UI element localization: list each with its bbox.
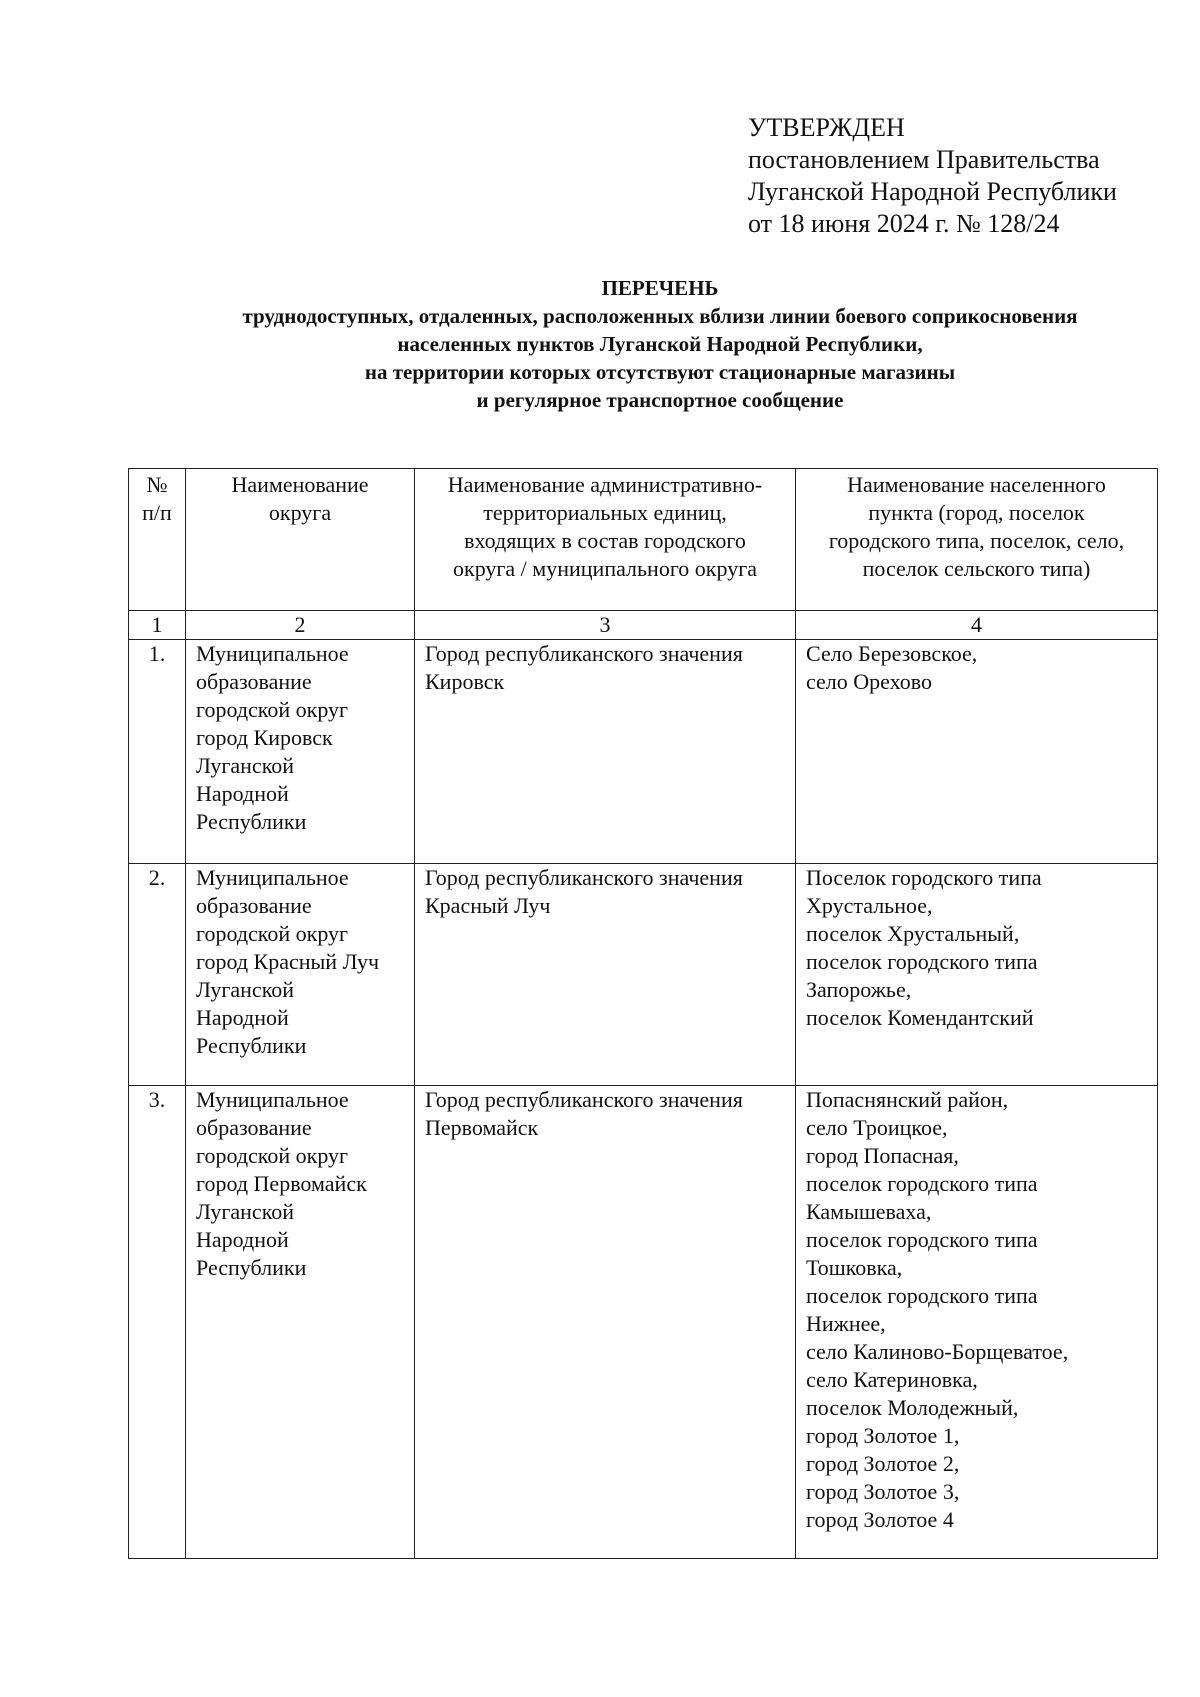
heading-line-1: труднодоступных, отдаленных, расположенных вблизи линии боевого соприкосновения <box>242 304 1078 328</box>
table-row <box>129 640 1158 864</box>
table-row <box>129 864 1158 1086</box>
approval-line-1: постановлением Правительства <box>748 145 1100 174</box>
header-number: № п/п <box>129 469 186 611</box>
admin-unit-cell: Город республиканского значения Красный Луч <box>415 864 796 1086</box>
column-number: 4 <box>796 611 1158 640</box>
table-row <box>129 1086 1158 1559</box>
column-number: 1 <box>129 611 186 640</box>
settlements-cell: Село Березовское, село Орехово <box>796 640 1158 864</box>
heading-title: ПЕРЕЧЕНЬ <box>601 276 719 300</box>
settlements-table <box>128 468 1158 1559</box>
okrug-cell: Муниципальное образование городской округ город Кировск Луганской Народной Республики <box>186 640 415 864</box>
heading-line-4: и регулярное транспортное сообщение <box>476 388 844 412</box>
heading-line-2: населенных пунктов Луганской Народной Республики, <box>397 332 923 356</box>
settlements-cell: Попаснянский район, село Троицкое, город Попасная, поселок городского типа Камышеваха, поселок городского типа Тошковка, поселок городского типа Нижнее, село Калиново-Борщеватое, село Катериновка, поселок Молодежный, город Золотое 1, город Золотое 2, город Золотое 3, город Золотое 4 <box>796 1086 1158 1559</box>
row-number: 1. <box>129 640 186 864</box>
approval-line-3: от 18 июня 2024 г. № 128/24 <box>748 209 1060 238</box>
row-number: 3. <box>129 1086 186 1559</box>
approval-title: УТВЕРЖДЕН <box>748 113 905 142</box>
admin-unit-cell: Город республиканского значения Кировск <box>415 640 796 864</box>
okrug-cell: Муниципальное образование городской округ город Первомайск Луганской Народной Республики <box>186 1086 415 1559</box>
admin-unit-cell: Город республиканского значения Первомайск <box>415 1086 796 1559</box>
column-numbers-row <box>129 611 1158 640</box>
header-okrug: Наименование округа <box>186 469 415 611</box>
row-number: 2. <box>129 864 186 1086</box>
okrug-cell: Муниципальное образование городской округ город Красный Луч Луганской Народной Республики <box>186 864 415 1086</box>
approval-block <box>748 112 1117 240</box>
table-header-row <box>129 469 1158 611</box>
header-admin-units: Наименование административно- территориальных единиц, входящих в состав городского округа / муниципального округа <box>415 469 796 611</box>
approval-line-2: Луганской Народной Республики <box>748 177 1117 206</box>
settlements-cell: Поселок городского типа Хрустальное, поселок Хрустальный, поселок городского типа Запорожье, поселок Комендантский <box>796 864 1158 1086</box>
document-heading <box>100 274 1200 414</box>
column-number: 3 <box>415 611 796 640</box>
heading-line-3: на территории которых отсутствуют стационарные магазины <box>364 360 956 384</box>
header-settlement: Наименование населенного пункта (город, поселок городского типа, поселок, село, поселок сельского типа) <box>796 469 1158 611</box>
column-number: 2 <box>186 611 415 640</box>
